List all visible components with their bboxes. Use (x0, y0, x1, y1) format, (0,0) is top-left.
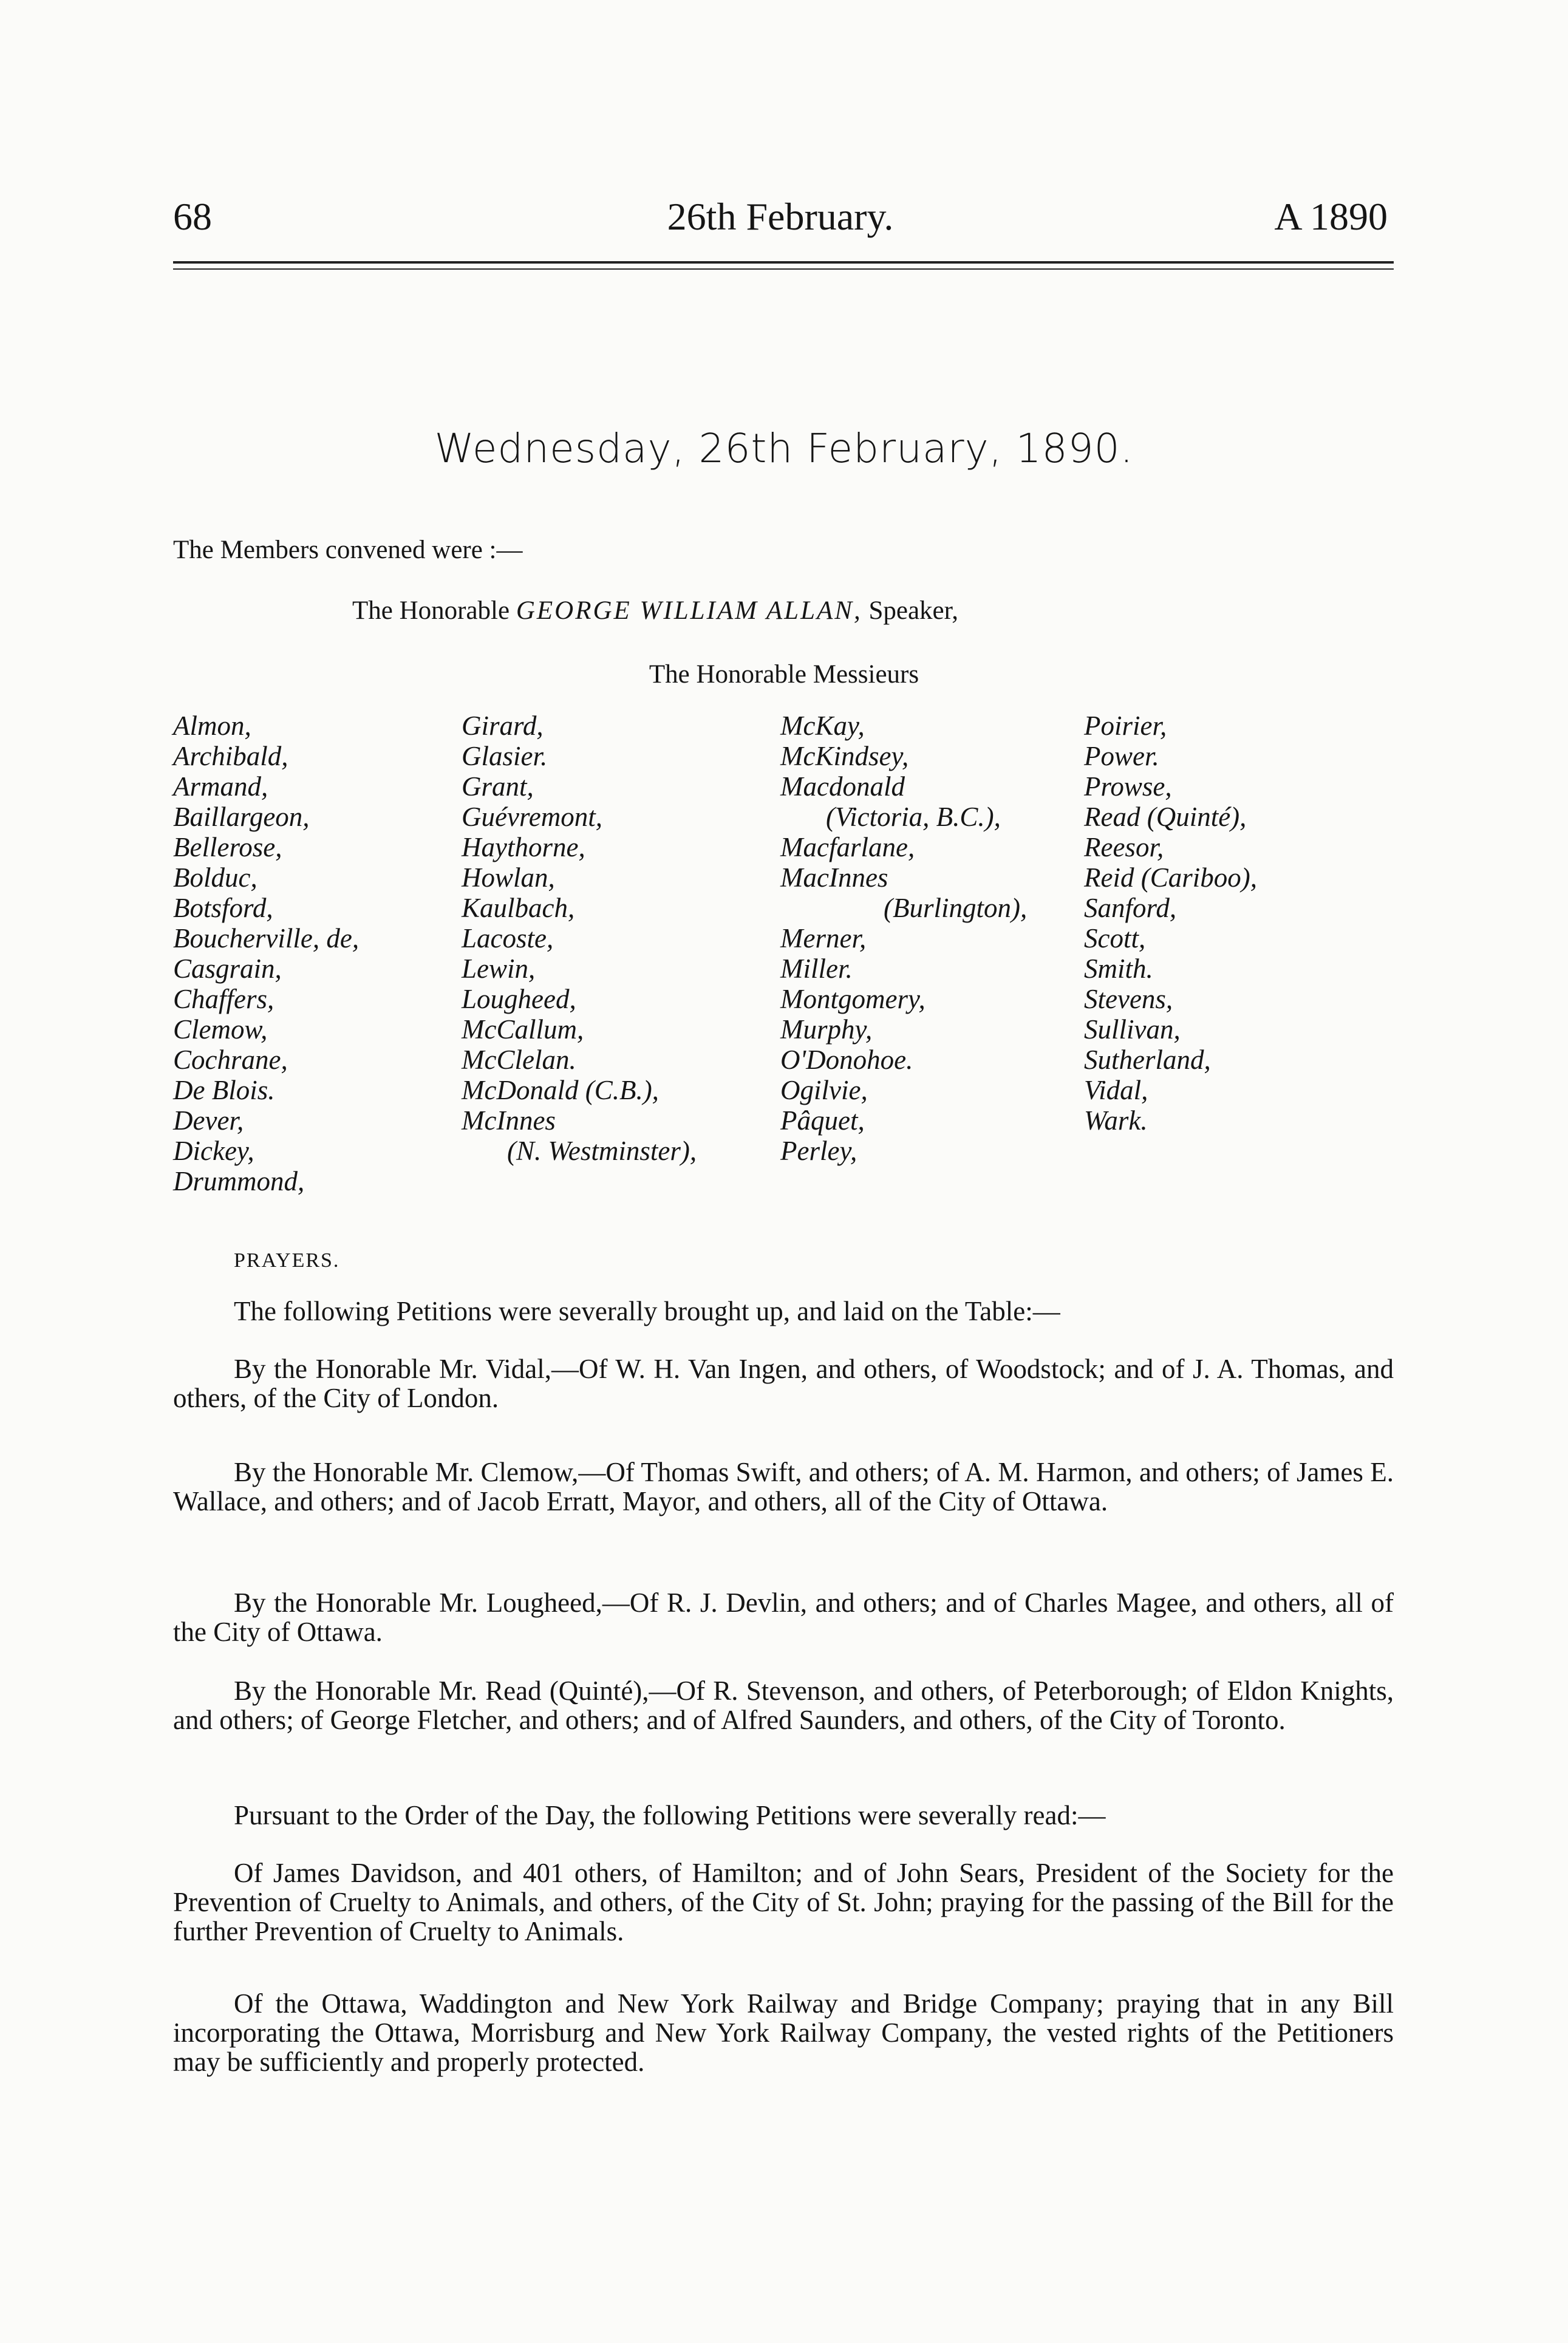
member-name: Smith. (1084, 953, 1153, 984)
member-name: Vidal, (1084, 1075, 1148, 1105)
member-constituency: (Burlington), (884, 893, 1028, 923)
paragraph: By the Honorable Mr. Clemow,—Of Thomas Swift, and others; of A. M. Harmon, and others; of James E. Wallace, and others; and of Jacob Erratt, Mayor, and others, all of the City of Ottawa. (173, 1457, 1394, 1516)
member-name: Casgrain, (173, 953, 282, 984)
member-name: Sutherland, (1084, 1045, 1211, 1075)
member-name: Boucherville, de, (173, 923, 360, 953)
member-name: Kaulbach, (462, 893, 575, 923)
member-name: Wark. (1084, 1105, 1148, 1136)
paragraph: Of the Ottawa, Waddington and New York Railway and Bridge Company; praying that in any Bill incorporating the Ottawa, Morrisburg and New York Railway Company, the vested rights of the Petitioners may be sufficiently and properly protected. (173, 1988, 1394, 2077)
member-name: Lewin, (462, 953, 536, 984)
member-name: Bellerose, (173, 832, 282, 862)
member-name: McKay, (780, 711, 865, 741)
paragraph: By the Honorable Mr. Lougheed,—Of R. J. Devlin, and others; and of Charles Magee, and others, all of the City of Ottawa. (173, 1588, 1394, 1647)
member-name: McKindsey, (780, 741, 909, 771)
member-name: Perley, (780, 1136, 857, 1166)
paragraph: By the Honorable Mr. Vidal,—Of W. H. Van Ingen, and others, of Woodstock; and of J. A. Thomas, and others, of the City of London. (173, 1354, 1394, 1413)
member-name: Dickey, (173, 1136, 254, 1166)
member-name: Howlan, (462, 862, 555, 893)
member-name: Macdonald (780, 771, 905, 802)
member-name: Pâquet, (780, 1105, 865, 1136)
members-column-3 (780, 711, 1027, 1166)
member-name: Baillargeon, (173, 802, 310, 832)
members-list (173, 711, 1400, 1227)
member-name: De Blois. (173, 1075, 275, 1105)
speaker-name: GEORGE WILLIAM ALLAN, (516, 596, 862, 625)
speaker-prefix: The Honorable (352, 596, 510, 625)
header-year: A 1890 (1274, 195, 1388, 238)
page-number: 68 (173, 195, 212, 238)
messieurs-heading: The Honorable Messieurs (649, 660, 919, 689)
header-rule-thin (173, 268, 1394, 270)
members-convened: The Members convened were :— (173, 536, 523, 564)
member-name: Chaffers, (173, 984, 274, 1014)
member-name: Scott, (1084, 923, 1146, 953)
member-name: Merner, (780, 923, 867, 953)
member-name: Lacoste, (462, 923, 554, 953)
member-name: Miller. (780, 953, 853, 984)
member-name: Reid (Cariboo), (1084, 862, 1257, 893)
member-name: Read (Quinté), (1084, 802, 1247, 832)
member-name: Stevens, (1084, 984, 1173, 1014)
member-name: Archibald, (173, 741, 288, 771)
paragraph: The following Petitions were severally brought up, and laid on the Table:— (234, 1296, 1060, 1326)
members-column-2 (462, 711, 697, 1166)
member-name: Clemow, (173, 1014, 268, 1045)
member-name: Lougheed, (462, 984, 576, 1014)
speaker-line (352, 595, 958, 627)
member-name: Bolduc, (173, 862, 257, 893)
member-name: Power. (1084, 741, 1159, 771)
member-name: MacInnes (780, 862, 888, 893)
member-name: Dever, (173, 1105, 244, 1136)
member-name: Drummond, (173, 1166, 305, 1196)
member-name: Montgomery, (780, 984, 925, 1014)
members-column-4 (1084, 711, 1257, 1136)
member-name: Almon, (173, 711, 251, 741)
member-name: Grant, (462, 771, 534, 802)
member-name: McInnes (462, 1105, 556, 1136)
prayers-heading: PRAYERS. (234, 1249, 340, 1272)
member-constituency: (N. Westminster), (507, 1136, 697, 1166)
member-name: Botsford, (173, 893, 273, 923)
member-name: Guévremont, (462, 802, 603, 832)
header-date: 26th February. (667, 195, 894, 238)
member-name: Macfarlane, (780, 832, 915, 862)
member-name: Murphy, (780, 1014, 873, 1045)
member-name: Haythorne, (462, 832, 585, 862)
member-name: McDonald (C.B.), (462, 1075, 659, 1105)
paragraph: By the Honorable Mr. Read (Quinté),—Of R. Stevenson, and others, of Peterborough; of Eldon Knights, and others; of George Fletcher, and others; and of Alfred Saunders, and others, of the City of Toronto. (173, 1676, 1394, 1735)
member-name: Poirier, (1084, 711, 1167, 741)
member-name: McCallum, (462, 1014, 584, 1045)
member-name: McClelan. (462, 1045, 576, 1075)
member-name: Cochrane, (173, 1045, 288, 1075)
member-name: Sanford, (1084, 893, 1177, 923)
member-constituency: (Victoria, B.C.), (826, 802, 1001, 832)
member-name: Girard, (462, 711, 544, 741)
member-name: Ogilvie, (780, 1075, 868, 1105)
member-name: Glasier. (462, 741, 548, 771)
running-header (173, 194, 1388, 243)
members-column-1 (173, 711, 359, 1196)
paragraph: Of James Davidson, and 401 others, of Hamilton; and of John Sears, President of the Society for the Prevention of Cruelty to Animals, and others, of the City of St. John; praying for the passing of the Bill for the further Prevention of Cruelty to Animals. (173, 1858, 1394, 1946)
member-name: Prowse, (1084, 771, 1172, 802)
member-name: Sullivan, (1084, 1014, 1181, 1045)
member-name: Reesor, (1084, 832, 1164, 862)
speaker-suffix: Speaker, (868, 596, 958, 625)
paragraph: Pursuant to the Order of the Day, the following Petitions were severally read:— (234, 1800, 1106, 1830)
member-name: Armand, (173, 771, 268, 802)
header-rule-thick (173, 261, 1394, 264)
page-title: Wednesday, 26th February, 1890. (434, 425, 1134, 472)
member-name: O'Donohoe. (780, 1045, 913, 1075)
